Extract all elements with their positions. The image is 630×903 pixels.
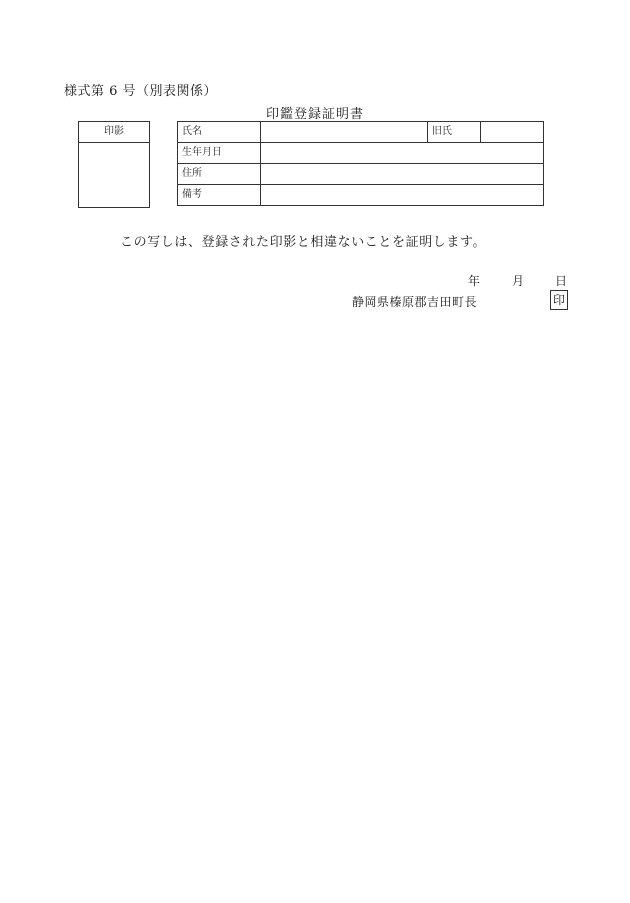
name-row xyxy=(178,122,544,143)
official-stamp-mark: 印 xyxy=(550,290,568,310)
certification-statement: この写しは、登録された印影と相違ないことを証明します。 xyxy=(120,235,487,250)
seal-impression-box xyxy=(79,143,150,208)
date-day: 日 xyxy=(555,274,568,288)
document-title-text: 印鑑登録証明書 xyxy=(265,107,364,122)
registrant-info-table xyxy=(177,121,544,206)
seal-impression-table xyxy=(78,121,150,208)
birth-label: 生年月日 xyxy=(178,143,261,164)
address-label: 住所 xyxy=(178,164,261,185)
former-name-label: 旧氏 xyxy=(428,122,481,143)
name-value xyxy=(261,122,428,143)
remarks-label: 備考 xyxy=(178,185,261,206)
document-title xyxy=(0,103,630,122)
date-month: 月 xyxy=(512,274,525,288)
seal-impression-header: 印影 xyxy=(79,122,150,143)
former-name-value xyxy=(481,122,544,143)
form-number: 様式第 6 号（別表関係） xyxy=(64,84,218,99)
birth-value xyxy=(261,143,544,164)
name-label: 氏名 xyxy=(178,122,261,143)
remarks-value xyxy=(261,185,544,206)
address-row xyxy=(178,164,544,185)
birth-row xyxy=(178,143,544,164)
date-year: 年 xyxy=(468,274,481,288)
address-value xyxy=(261,164,544,185)
issuer-name: 静岡県榛原郡吉田町長 xyxy=(352,295,478,309)
remarks-row xyxy=(178,185,544,206)
